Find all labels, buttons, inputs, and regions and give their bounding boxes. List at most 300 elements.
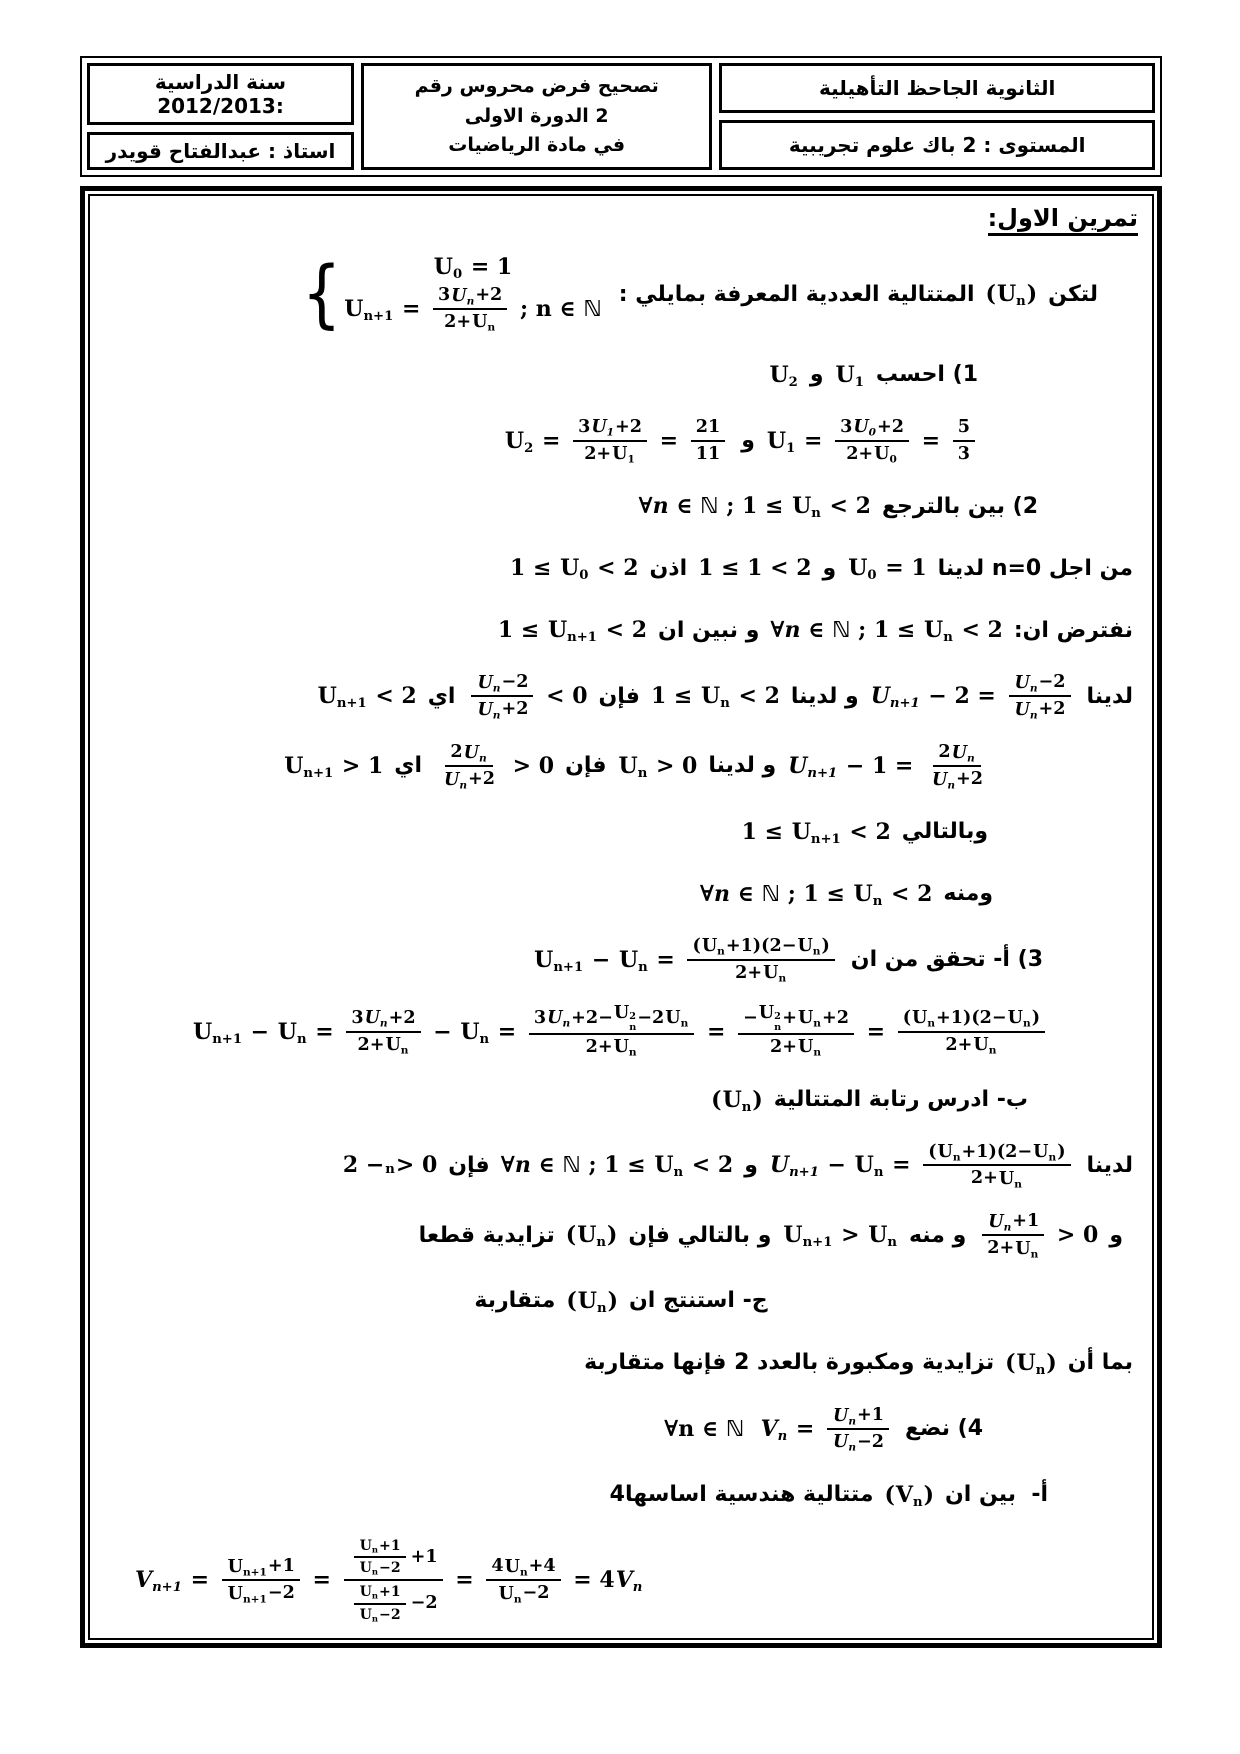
- subscript: n: [628, 1046, 637, 1059]
- denominator: [982, 1236, 1044, 1261]
- subscript: n: [638, 959, 648, 975]
- math-symbol: [988, 1210, 1012, 1234]
- math-text: ومنه: [943, 881, 993, 907]
- math-symbol: [359, 1584, 379, 1602]
- header-left-column: [87, 63, 354, 170]
- heading-line: [104, 204, 1138, 236]
- math-symbol: [385, 1159, 395, 1178]
- math-symbol: [835, 361, 864, 390]
- math-group: [870, 670, 1076, 722]
- math-text: و: [1109, 1222, 1123, 1248]
- math-text: > 0: [505, 752, 555, 779]
- exercise-heading: تمرين الاول:: [988, 204, 1138, 236]
- math-group: [317, 683, 417, 712]
- symbol-base: U: [472, 311, 488, 333]
- teacher-box: [87, 132, 354, 170]
- math-symbol: [760, 1415, 788, 1445]
- math-text: (: [1005, 1349, 1016, 1376]
- math-text: بما أن: [1067, 1350, 1133, 1376]
- math-group: [565, 1222, 618, 1251]
- superscript: 2: [629, 1011, 636, 1023]
- denominator: [953, 442, 975, 467]
- math-symbol: [477, 671, 501, 695]
- symbol-base: U: [277, 1018, 297, 1045]
- subscript: n: [872, 893, 883, 909]
- fraction: [691, 415, 725, 467]
- subscript: n: [1003, 1221, 1012, 1234]
- math-text: −2: [857, 1430, 884, 1452]
- math-text: < 2: [953, 617, 1003, 644]
- math-symbol: [614, 1004, 636, 1031]
- subscript: n: [887, 1235, 897, 1251]
- symbol-base: U: [701, 683, 721, 710]
- numerator: [222, 1554, 300, 1581]
- denominator: [581, 1035, 643, 1060]
- subscript: n: [952, 1151, 961, 1164]
- math-symbol: [547, 1007, 571, 1030]
- school-name-box: [719, 63, 1155, 113]
- subscript: n: [371, 1566, 379, 1577]
- symbol-base: U: [359, 1584, 372, 1601]
- math-text: و: [741, 428, 755, 454]
- header: [80, 56, 1162, 177]
- fraction: [344, 1535, 443, 1626]
- math-text: 3: [840, 415, 853, 437]
- symbol-base: U: [193, 1018, 213, 1045]
- math-symbol: [360, 1608, 378, 1622]
- symbol-base: U: [547, 1007, 563, 1029]
- content-line-4: [104, 484, 1138, 528]
- math-text: 1 ≤: [741, 818, 791, 845]
- math-symbol: [577, 1222, 606, 1251]
- math-text: من اجل n=0 لدينا: [937, 555, 1133, 581]
- level-box: [719, 120, 1155, 170]
- math-text: 1 ≤ 1 < 2: [698, 555, 812, 582]
- symbol-base: U: [854, 1152, 874, 1179]
- math-group: [770, 617, 1003, 646]
- math-text: n: [784, 617, 801, 644]
- content-line-10: [104, 872, 1138, 916]
- subscript: n: [562, 1017, 571, 1030]
- symbol-base: U: [791, 818, 811, 845]
- math-text: 3: [351, 1006, 364, 1028]
- sup-sub-stack: [774, 1013, 781, 1033]
- math-symbol: [477, 698, 501, 722]
- math-group: [769, 1140, 1076, 1192]
- subscript: 1: [786, 440, 796, 456]
- math-symbol: [344, 295, 394, 325]
- math-text: = 4: [565, 1567, 615, 1594]
- math-group: [466, 670, 587, 722]
- symbol-base: U: [769, 361, 789, 388]
- math-text: −2: [379, 1606, 401, 1623]
- content-line-16: [104, 1279, 1138, 1323]
- content-line-20: [104, 1535, 1138, 1626]
- math-text: > 0: [395, 1152, 438, 1179]
- math-symbol: [618, 752, 648, 782]
- subscript: n: [371, 1591, 379, 1602]
- math-text: ∈ ℕ ; 1 ≤: [668, 493, 792, 520]
- math-symbol: [722, 1086, 752, 1115]
- math-text: اذن: [649, 555, 688, 581]
- math-text: 2+: [769, 1035, 797, 1057]
- symbol-base: V: [760, 1415, 778, 1442]
- math-text: 2+: [585, 1035, 613, 1057]
- math-text: =: [858, 1018, 893, 1045]
- math-text: − 2 =: [920, 683, 1004, 710]
- subscript: n: [1048, 1151, 1057, 1164]
- math-symbol: [951, 741, 975, 765]
- symbol-base: U: [951, 741, 967, 763]
- math-symbol: [924, 617, 953, 646]
- math-symbol: [868, 1222, 897, 1251]
- math-group: [768, 361, 798, 390]
- math-text: ∀: [638, 493, 653, 520]
- math-group: [847, 555, 927, 584]
- math-symbol: [613, 1036, 637, 1059]
- math-symbol: [665, 1007, 689, 1030]
- fraction: [898, 1006, 1045, 1058]
- math-text: 2: [450, 741, 463, 763]
- symbol-base: U: [996, 281, 1017, 308]
- subscript: n: [1029, 682, 1038, 695]
- subscript: 1: [854, 374, 864, 390]
- subscript: n: [848, 1441, 857, 1454]
- header-middle-column: [361, 63, 712, 170]
- subscript: n: [296, 1031, 307, 1047]
- math-symbol: [498, 1582, 522, 1606]
- math-symbol: [833, 1431, 857, 1454]
- denominator: [1009, 697, 1071, 722]
- math-text: ): [1031, 1006, 1041, 1028]
- math-group: [700, 881, 932, 907]
- math-text: (: [928, 1140, 937, 1162]
- subscript: n: [717, 945, 725, 958]
- math-symbol: [364, 1007, 388, 1030]
- denominator: [354, 1558, 406, 1578]
- symbol-base: U: [763, 962, 779, 984]
- symbol-base: U: [227, 1582, 244, 1604]
- numerator: [445, 740, 492, 767]
- subscript: n: [479, 1031, 490, 1047]
- exam-title-box: [361, 63, 712, 170]
- fraction: [953, 415, 975, 467]
- subscript: n: [966, 752, 975, 765]
- math-symbol: [766, 427, 796, 456]
- math-text: 1 ≤: [510, 555, 560, 582]
- math-text: 1) احسب: [875, 362, 978, 388]
- math-text: 2) بين بالترجع: [881, 493, 1038, 519]
- symbol-base: U: [359, 1537, 372, 1554]
- subscript: n: [596, 1301, 607, 1317]
- symbol-base: U: [477, 671, 493, 693]
- math-text: +4: [528, 1555, 556, 1577]
- denominator: [471, 697, 533, 722]
- math-text: فإن: [565, 753, 607, 779]
- subscript: 2: [524, 440, 534, 456]
- numerator: [953, 415, 975, 442]
- numerator: [898, 1006, 1045, 1033]
- math-symbol: [504, 427, 534, 456]
- subscript: n: [947, 778, 956, 791]
- fraction: [471, 670, 533, 722]
- math-symbol: [618, 946, 648, 975]
- math-text: < 2: [367, 683, 417, 710]
- fraction: [1009, 670, 1071, 722]
- math-text: +1: [267, 1555, 295, 1577]
- content-line-17: [104, 1341, 1138, 1385]
- math-text: +1: [379, 1537, 401, 1554]
- subscript: n+1: [303, 766, 334, 782]
- math-text: و: [744, 1152, 758, 1178]
- symbol-base: U: [1033, 1141, 1049, 1163]
- math-symbol: [463, 741, 487, 765]
- symbol-base: U: [924, 617, 944, 644]
- math-symbol: [444, 768, 468, 791]
- math-text: وبالتالي: [901, 819, 988, 845]
- symbol-base: U: [758, 1002, 775, 1024]
- content-line-1: [104, 249, 1138, 338]
- math-text: >: [833, 1222, 868, 1249]
- symbol-base: U: [498, 1582, 514, 1604]
- math-text: و منه: [908, 1222, 967, 1248]
- math-symbol: [1016, 1349, 1046, 1379]
- math-group: [500, 1152, 734, 1181]
- symbol-base: U: [534, 946, 554, 973]
- symbol-base: U: [1015, 1237, 1031, 1259]
- math-symbol: [833, 1404, 857, 1427]
- math-text: < 2: [684, 1152, 734, 1179]
- math-symbol: [895, 1481, 923, 1510]
- math-text: +1)(2−: [725, 934, 797, 956]
- math-text: < 0: [538, 683, 588, 710]
- subscript: 0: [889, 453, 897, 466]
- subscript: n: [778, 972, 787, 985]
- math-symbol: [874, 443, 897, 466]
- numerator: [691, 415, 725, 442]
- subscript: n: [813, 1017, 821, 1030]
- math-group: [782, 1222, 898, 1251]
- math-symbol: [1014, 671, 1038, 695]
- numerator: [923, 1140, 1070, 1167]
- math-text: لدينا: [1086, 683, 1133, 709]
- symbol-base: U: [359, 1560, 372, 1577]
- symbol-base: U: [612, 443, 628, 465]
- math-text: ; n ∈ ℕ: [512, 295, 602, 322]
- subscript: n+1: [567, 630, 597, 646]
- denominator: [344, 1581, 443, 1626]
- subscript: n: [720, 696, 730, 712]
- math-text: +1: [1012, 1210, 1040, 1232]
- symbol-base: U: [912, 1007, 928, 1029]
- symbol-base: U: [451, 284, 467, 306]
- math-text: ∈ ℕ ; 1 ≤: [530, 1152, 654, 1179]
- math-text: لدينا: [1086, 1152, 1133, 1178]
- fraction: [354, 1536, 406, 1579]
- subscript: n: [632, 1580, 643, 1596]
- symbol-base: V: [615, 1567, 633, 1594]
- math-symbol: [560, 555, 589, 584]
- math-text: ∈ ℕ ; 1 ≤: [800, 617, 924, 644]
- math-text: +2: [475, 283, 503, 305]
- math-text: = 1: [877, 555, 927, 582]
- math-text: −: [743, 1006, 758, 1028]
- math-text: −: [243, 1018, 277, 1045]
- subscript: n: [513, 1593, 522, 1606]
- symbol-base: U: [973, 1034, 989, 1056]
- math-text: =: [394, 295, 429, 322]
- math-symbol: [792, 493, 821, 522]
- math-text: ): [1046, 1349, 1057, 1376]
- subscript: 2: [788, 374, 798, 390]
- symbol-base: U: [284, 752, 304, 779]
- symbol-base: U: [1007, 1007, 1024, 1029]
- numerator: [933, 740, 980, 767]
- content-line-8: [104, 740, 1138, 792]
- math-symbol: [385, 1034, 409, 1057]
- math-text: +2: [821, 1006, 849, 1028]
- math-text: =: [182, 1567, 217, 1594]
- numerator: [687, 934, 834, 961]
- subscript: n+1: [810, 831, 841, 847]
- math-symbol: [591, 416, 614, 439]
- numerator: [344, 1535, 443, 1582]
- subscript: n+1: [553, 959, 584, 975]
- subscript: 0: [868, 426, 876, 439]
- math-group: [618, 752, 698, 782]
- math-text: 21: [695, 415, 721, 437]
- math-text: و لدينا: [790, 683, 859, 709]
- exercise-container: [88, 194, 1154, 1640]
- subscript: n: [680, 1017, 689, 1030]
- symbol-base: U: [1014, 671, 1030, 693]
- math-symbol: [612, 443, 635, 466]
- subscript: n: [673, 1165, 684, 1181]
- math-text: n: [514, 1152, 531, 1179]
- subscript: 0: [452, 267, 463, 283]
- exam-title-line-1: تصحيح فرض محروس رقم: [414, 75, 659, 98]
- header-right-column: [719, 63, 1155, 170]
- math-text: n: [714, 880, 731, 907]
- math-symbol: [797, 1036, 821, 1059]
- math-symbol: [783, 1222, 833, 1251]
- math-text: = 1: [463, 253, 513, 280]
- content-line-14: [104, 1140, 1138, 1192]
- subscript: n: [487, 321, 496, 334]
- denominator: [438, 767, 500, 792]
- numerator: [433, 283, 507, 310]
- math-symbol: [615, 1567, 643, 1596]
- math-text: =: [307, 1018, 342, 1045]
- math-group: [711, 1087, 763, 1113]
- denominator: [940, 1033, 1002, 1058]
- system-rows: [343, 254, 601, 335]
- math-group: [497, 617, 648, 646]
- math-text: فإن: [448, 1152, 490, 1178]
- symbol-base: U: [227, 1556, 244, 1577]
- math-text: 5: [957, 415, 970, 437]
- fraction: [827, 1403, 889, 1455]
- symbol-base: U: [932, 768, 948, 790]
- denominator: [827, 1430, 889, 1455]
- symbol-base: U: [665, 1007, 681, 1029]
- math-group: [343, 1152, 437, 1178]
- subscript: 0: [579, 568, 589, 584]
- math-symbol: [870, 683, 920, 712]
- math-symbol: [1033, 1141, 1057, 1164]
- school-year-box: [87, 63, 354, 125]
- math-symbol: [853, 416, 876, 439]
- math-text: −2: [637, 1006, 665, 1028]
- symbol-base: U: [460, 1018, 480, 1045]
- math-text: أ- بين ان: [944, 1482, 1048, 1508]
- math-text: +2: [468, 767, 495, 789]
- fraction: [923, 1140, 1070, 1192]
- subscript: n+1: [212, 1031, 243, 1047]
- denominator: [579, 442, 641, 467]
- math-text: +2: [615, 415, 642, 437]
- math-text: +2: [388, 1006, 416, 1028]
- math-text: +1: [379, 1584, 401, 1601]
- math-symbol: [654, 1152, 684, 1181]
- math-text: 4) نضع: [905, 1416, 983, 1442]
- math-symbol: [360, 1539, 378, 1553]
- math-text: 1 ≤: [497, 617, 547, 644]
- denominator: [354, 1605, 406, 1625]
- symbol-base: U: [833, 1431, 849, 1453]
- subscript: n+1: [789, 1165, 819, 1181]
- math-text: −2: [1038, 671, 1066, 693]
- math-symbol: [547, 617, 597, 646]
- symbol-base: U: [613, 1002, 630, 1024]
- symbol-base: U: [766, 427, 787, 454]
- math-text: 4: [491, 1555, 504, 1577]
- fraction: [222, 1554, 300, 1606]
- teacher-name: استاذ : عبدالفتاح قويدر: [105, 139, 336, 163]
- symbol-base: U: [870, 683, 890, 710]
- subscript: n: [811, 506, 821, 522]
- math-text: ب- ادرس رتابة المتتالية: [773, 1087, 1028, 1113]
- symbol-base: U: [769, 1152, 790, 1179]
- math-text: +: [782, 1006, 797, 1028]
- math-text: ): [923, 1481, 934, 1508]
- symbol-base: U: [654, 1152, 674, 1179]
- symbol-base: U: [797, 935, 813, 957]
- subscript: n: [637, 766, 648, 782]
- math-text: 11: [695, 442, 721, 464]
- symbol-base: U: [560, 555, 580, 582]
- math-group: [766, 415, 980, 467]
- symbol-base: U: [853, 880, 873, 907]
- math-text: 2+: [987, 1237, 1015, 1259]
- denominator: [765, 1035, 827, 1060]
- math-text: < 2: [821, 493, 871, 520]
- subscript: n: [777, 1429, 788, 1445]
- math-symbol: [932, 768, 956, 791]
- symbol-base: U: [937, 1141, 953, 1163]
- symbol-base: U: [788, 752, 808, 779]
- math-text: ∀: [500, 1152, 515, 1179]
- math-text: > 1: [334, 752, 384, 779]
- symbol-base: U: [998, 1168, 1015, 1190]
- content-line-11: [104, 934, 1138, 986]
- math-text: −2: [410, 1592, 438, 1614]
- math-symbol: [227, 1582, 267, 1606]
- math-text: +2−: [571, 1006, 613, 1028]
- symbol-base: U: [364, 1007, 380, 1029]
- math-text: < 2: [883, 880, 933, 907]
- math-text: =: [304, 1567, 339, 1594]
